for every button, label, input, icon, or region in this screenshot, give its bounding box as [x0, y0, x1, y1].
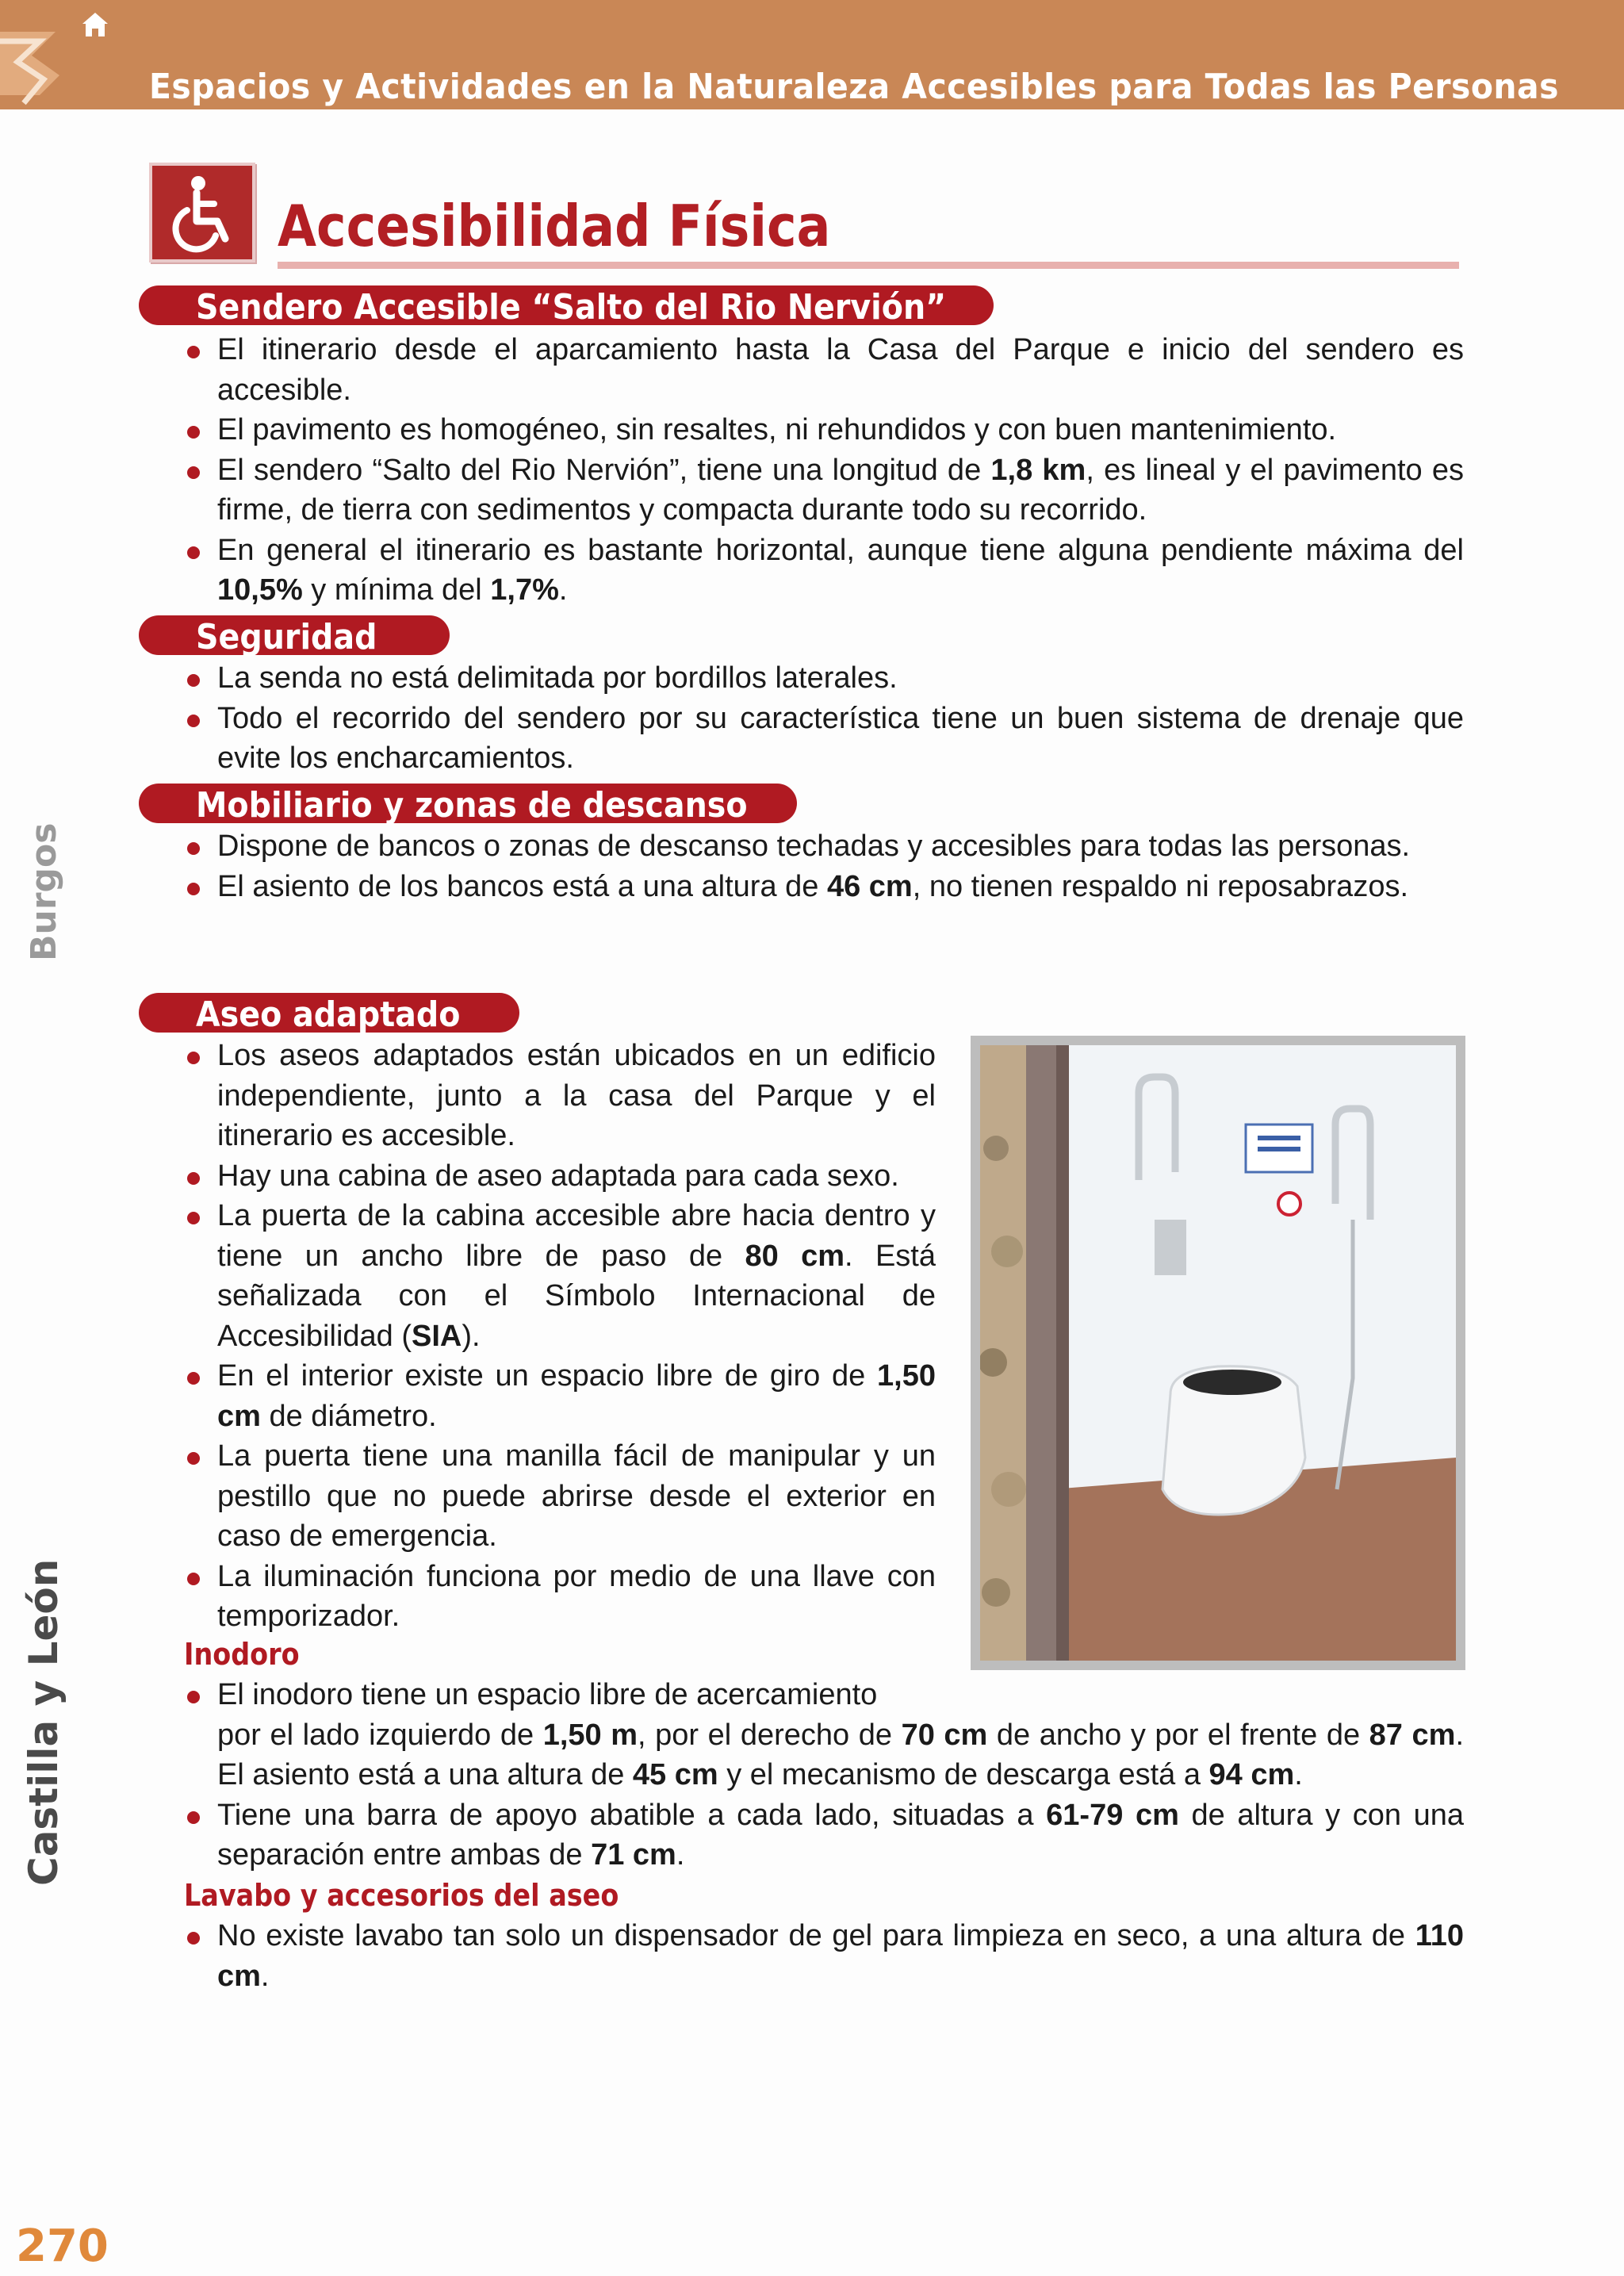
heading-sendero-label: Sendero Accesible “Salto del Rio Nervión”: [196, 287, 947, 328]
list-inodoro: [182, 1675, 1464, 1876]
sidebar-province: Burgos: [24, 822, 64, 961]
item-text: . El asiento está a una altura de: [217, 1718, 1464, 1791]
item-text: En general el itinerario es bastante horizontal, aunque tiene alguna pendiente máxima del: [217, 533, 1464, 567]
list-item: [182, 1916, 1464, 1996]
item-continuation: [217, 1715, 1464, 1795]
list-item: [182, 1795, 1464, 1876]
list-seguridad: [182, 658, 1464, 779]
subheading-lavabo: Lavabo y accesorios del aseo: [184, 1878, 619, 1913]
item-text: La senda no está delimitada por bordillos laterales.: [217, 661, 898, 695]
item-value: SIA: [412, 1319, 462, 1353]
wheelchair-icon: [149, 163, 255, 262]
item-text: ).: [462, 1319, 481, 1353]
item-value: 71 cm: [591, 1838, 676, 1872]
page-number: 270: [16, 2220, 109, 2272]
list-item: [182, 1196, 936, 1356]
list-item: [182, 450, 1464, 531]
item-value: 1,8 km: [990, 453, 1086, 487]
item-text: Tiene una barra de apoyo abatible a cada lado, situadas a: [217, 1798, 1047, 1832]
list-item: [182, 867, 1464, 907]
item-text: La iluminación funciona por medio de una llave con temporizador.: [217, 1559, 936, 1633]
list-item: [182, 1156, 936, 1197]
item-value: 61-79 cm: [1046, 1798, 1179, 1832]
heading-sendero: [139, 285, 994, 328]
list-item: [182, 330, 1464, 410]
item-text: de diámetro.: [260, 1399, 437, 1433]
item-text: .: [558, 573, 568, 607]
item-value: 10,5%: [217, 573, 303, 607]
heading-mobiliario: [139, 784, 797, 826]
subheading-inodoro: Inodoro: [184, 1637, 300, 1672]
heading-aseo-label: Aseo adaptado: [196, 994, 461, 1035]
heading-seguridad: [139, 615, 450, 655]
list-item: [182, 531, 1464, 611]
heading-aseo: [139, 993, 519, 1033]
item-text: Hay una cabina de aseo adaptada para cada sexo.: [217, 1159, 899, 1193]
item-text: .: [676, 1838, 685, 1872]
item-text: de altura y con una separación entre ambas de: [217, 1798, 1465, 1872]
item-text: Los aseos adaptados están ubicados en un edificio independiente, junto a la casa del Parque y el itinerario es accesible.: [217, 1039, 936, 1152]
list-item: [182, 826, 1464, 867]
item-text: . Está señalizada con el Símbolo Internacional de Accesibilidad (: [217, 1239, 936, 1353]
item-text: por el lado izquierdo de: [217, 1718, 543, 1752]
item-text: El inodoro tiene un espacio libre de acercamiento: [217, 1678, 878, 1711]
item-text: y mínima del: [302, 573, 491, 607]
item-text: No existe lavabo tan solo un dispensador de gel para limpieza en seco, a una altura de: [217, 1919, 1415, 1952]
item-value: 46 cm: [826, 869, 913, 903]
item-value: 94 cm: [1208, 1758, 1295, 1791]
item-value: 1,50 cm: [217, 1359, 936, 1433]
list-item: [182, 1356, 936, 1436]
item-value: 70 cm: [901, 1718, 988, 1752]
list-item: [182, 1675, 1464, 1795]
item-text: El itinerario desde el aparcamiento hasta la Casa del Parque e inicio del sendero es accesible.: [217, 333, 1464, 407]
list-item: [182, 1557, 936, 1637]
toilet-photo: [971, 1036, 1465, 1670]
item-value: 45 cm: [632, 1758, 718, 1791]
item-text: .: [1294, 1758, 1303, 1791]
item-text: El sendero “Salto del Rio Nervión”, tiene una longitud de: [217, 453, 991, 487]
item-text: de ancho y por el frente de: [987, 1718, 1369, 1752]
list-mobiliario: [182, 826, 1464, 906]
title-divider: [278, 262, 1459, 269]
list-item: [182, 1436, 936, 1557]
item-text: La puerta tiene una manilla fácil de manipular y un pestillo que no puede abrirse desde el exterior en caso de emergencia.: [217, 1439, 936, 1553]
item-text: , es lineal y el pavimento es firme, de tierra con sedimentos y compacta durante todo su recorrido.: [217, 453, 1464, 527]
item-text: .: [260, 1959, 270, 1993]
list-item: [182, 658, 1464, 699]
section-title: Accesibilidad Física: [278, 193, 831, 259]
item-value: 110 cm: [217, 1919, 1464, 1993]
list-aseo: [182, 1036, 936, 1637]
item-text: Todo el recorrido del sendero por su característica tiene un buen sistema de drenaje que evite los encharcamientos.: [217, 701, 1464, 775]
item-text: , no tienen respaldo ni reposabrazos.: [912, 869, 1409, 903]
list-item: [182, 410, 1464, 450]
sidebar-region: Castilla y León: [21, 1558, 67, 1886]
item-value: 1,7%: [490, 573, 559, 607]
item-value: 1,50 m: [542, 1718, 638, 1752]
item-text: La puerta de la cabina accesible abre hacia dentro y tiene un ancho libre de paso de: [217, 1199, 936, 1273]
list-lavabo: [182, 1916, 1464, 1996]
list-item: [182, 1036, 936, 1156]
heading-seguridad-label: Seguridad: [196, 617, 377, 657]
item-text: y el mecanismo de descarga está a: [718, 1758, 1209, 1791]
list-sendero: [182, 330, 1464, 611]
item-text: El asiento de los bancos está a una altura de: [217, 869, 827, 903]
list-item: [182, 699, 1464, 779]
item-text: Dispone de bancos o zonas de descanso techadas y accesibles para todas las personas.: [217, 830, 1411, 863]
item-text: En el interior existe un espacio libre de giro de: [217, 1359, 878, 1393]
home-path-icon: [0, 0, 119, 109]
item-value: 87 cm: [1369, 1718, 1456, 1752]
item-text: El pavimento es homogéneo, sin resaltes, ni rehundidos y con buen mantenimiento.: [217, 413, 1337, 446]
item-text: , por el derecho de: [638, 1718, 902, 1752]
heading-mobiliario-label: Mobiliario y zonas de descanso: [196, 785, 748, 826]
item-value: 80 cm: [745, 1239, 845, 1273]
header-title: Espacios y Actividades en la Naturaleza Accesibles para Todas las Personas: [149, 67, 1559, 107]
